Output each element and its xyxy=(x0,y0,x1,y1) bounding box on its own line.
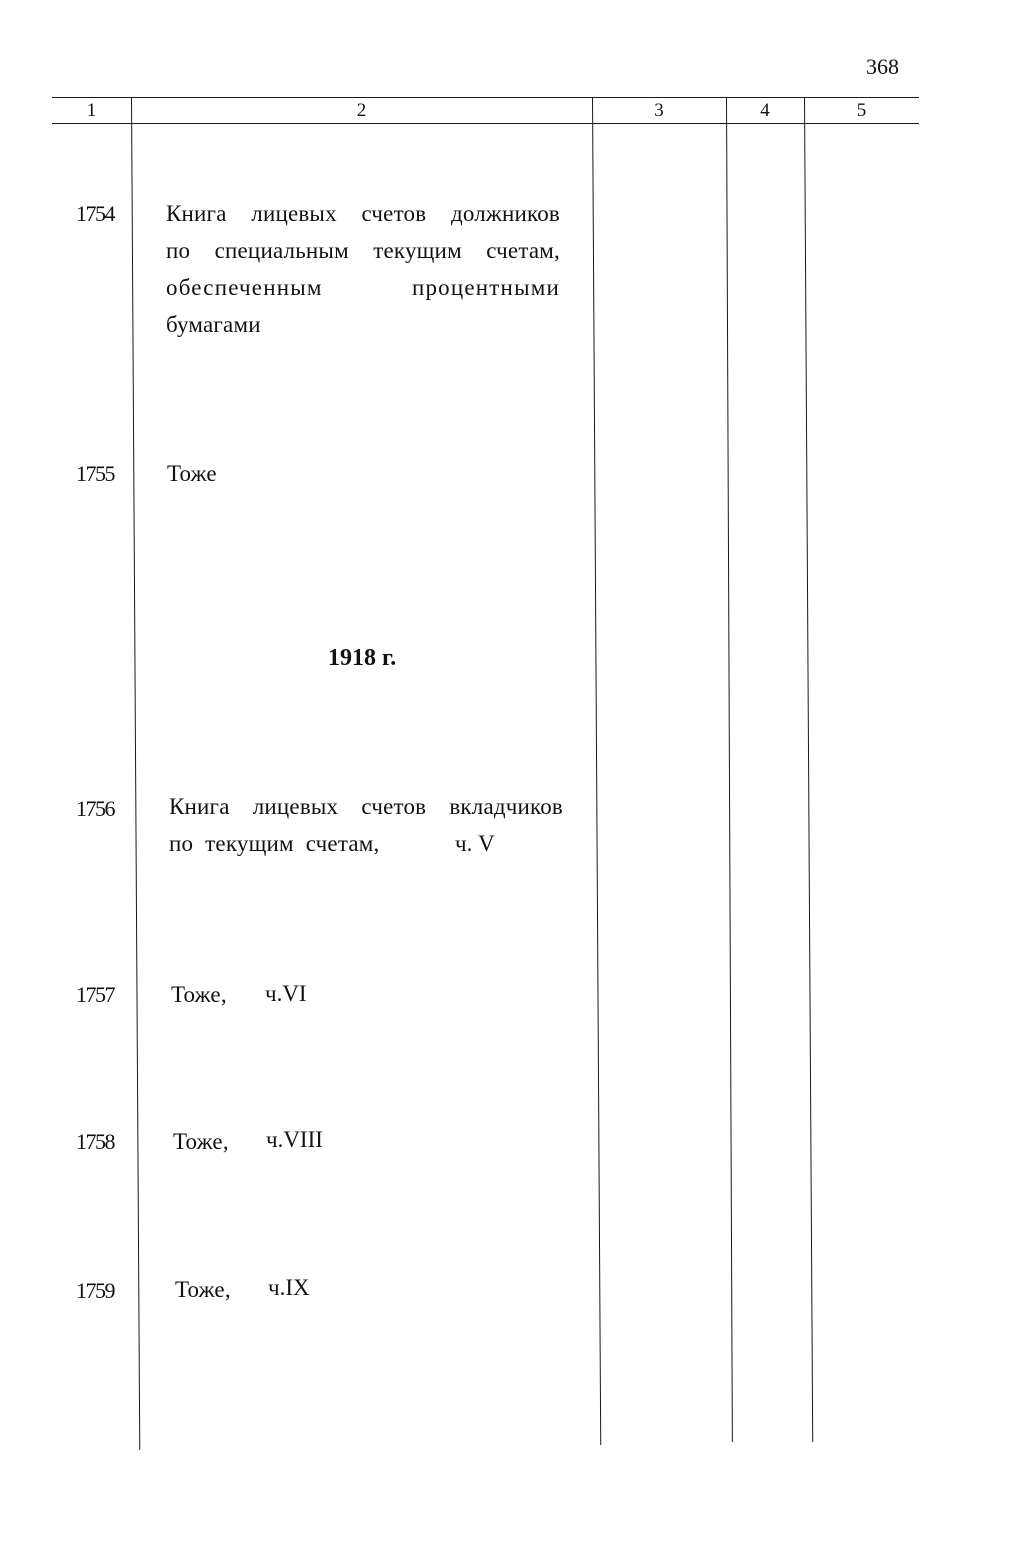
entry-description-line: Книга лицевых счетов вкладчиков xyxy=(169,794,563,819)
entry-number: 1754 xyxy=(76,201,114,226)
column-divider-4-5 xyxy=(804,97,813,1442)
year-section-heading: 1918 г. xyxy=(328,645,397,671)
column-header-1: 1 xyxy=(86,100,97,121)
entry-description: Тоже, xyxy=(175,1277,231,1302)
entry-description: Тоже, xyxy=(171,982,227,1007)
entry-description: Тоже xyxy=(167,461,217,486)
entry-description: Тоже, xyxy=(173,1129,229,1154)
entry-volume: ч.VI xyxy=(265,981,307,1006)
entry-volume: ч. V xyxy=(455,831,495,856)
entry-description xyxy=(169,788,563,862)
column-divider-1-2 xyxy=(131,97,140,1450)
column-header-4: 4 xyxy=(760,100,770,121)
entry-volume: ч.IX xyxy=(268,1275,310,1300)
entry-description xyxy=(166,195,560,343)
entry-number: 1757 xyxy=(76,982,114,1007)
table-header-bottom-rule xyxy=(52,123,919,124)
column-header-3: 3 xyxy=(654,100,664,121)
entry-number: 1759 xyxy=(76,1278,114,1303)
column-divider-2-3 xyxy=(592,97,601,1445)
table-header-top-rule xyxy=(52,97,919,98)
entry-description-line: Книга лицевых счетов должников xyxy=(166,201,560,226)
entry-number: 1758 xyxy=(76,1129,114,1154)
entry-description-line: обеспеченным процентными xyxy=(166,275,560,300)
column-header-2: 2 xyxy=(356,100,367,121)
column-header-5: 5 xyxy=(856,100,867,121)
entry-description-line: бумагами xyxy=(166,312,261,337)
column-divider-3-4 xyxy=(726,97,733,1442)
entry-volume: ч.VIII xyxy=(266,1127,323,1152)
entry-number: 1755 xyxy=(76,461,114,486)
page-number: 368 xyxy=(866,54,899,79)
entry-description-line: по специальным текущим счетам, xyxy=(166,238,560,263)
entry-description-line: по текущим счетам, xyxy=(169,831,380,856)
entry-number: 1756 xyxy=(76,796,114,821)
